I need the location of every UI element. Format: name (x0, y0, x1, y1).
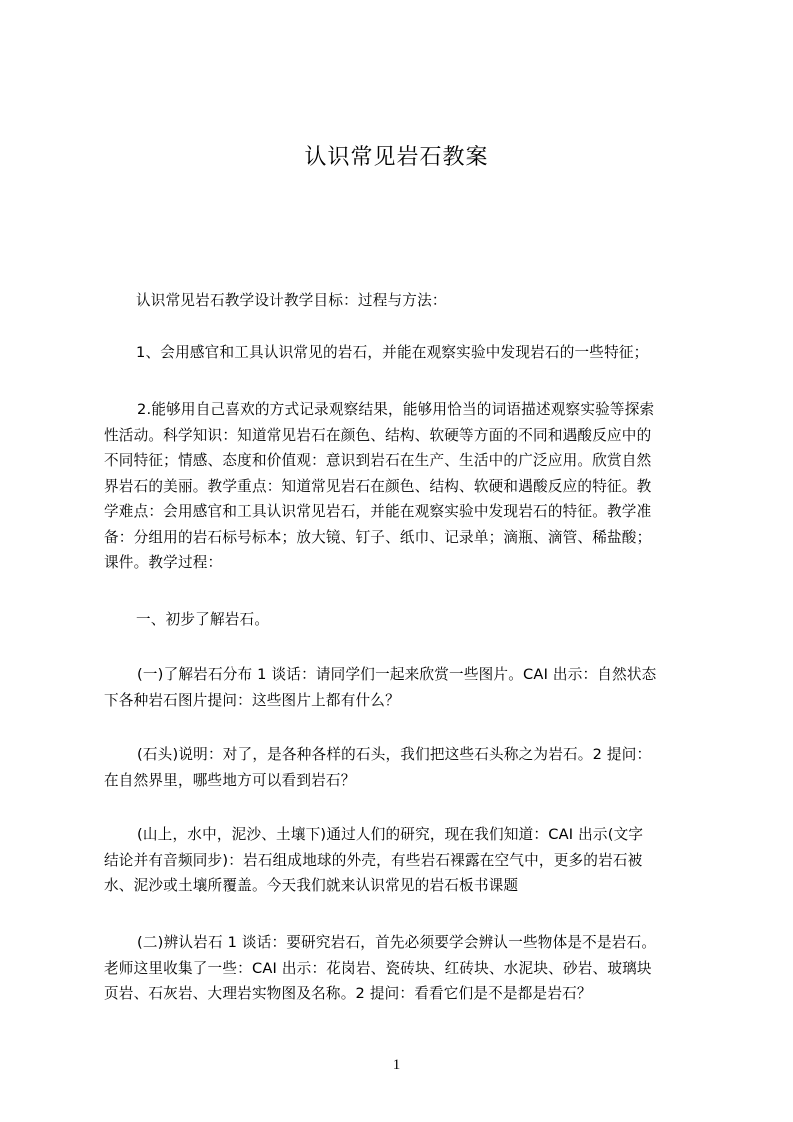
text-line: (一)了解岩石分布 1 谈话：请同学们一起来欣赏一些图片。CAI 出示：自然状态 (137, 666, 657, 683)
text-line: 页岩、石灰岩、大理岩实物图及名称。2 提问：看看它们是不是都是岩石？ (104, 985, 592, 1002)
paragraph-method-1 (136, 340, 732, 366)
text-line: 2.能够用自己喜欢的方式记录观察结果，能够用恰当的词语描述观察实验等探索 (137, 401, 655, 418)
paragraph-distribution (104, 662, 700, 713)
text-line: 认识常见岩石教学设计教学目标：过程与方法： (136, 292, 447, 309)
text-line: 课件。教学过程： (104, 554, 223, 571)
text-line: (石头)说明：对了，是各种各样的石头，我们把这些石头称之为岩石。2 提问： (137, 746, 652, 763)
paragraph-method-2 (104, 397, 700, 576)
paragraph-stones (104, 742, 700, 793)
paragraph-identify (104, 930, 700, 1007)
text-line: 不同特征；情感、态度和价值观：意识到岩石在生产、生活中的广泛应用。欣赏自然 (104, 452, 652, 469)
text-line: 水、泥沙或土壤所覆盖。今天我们就来认识常见的岩石板书课题 (104, 877, 519, 894)
text-line: 在自然界里，哪些地方可以看到岩石？ (104, 771, 356, 789)
text-line: 1、会用感官和工具认识常见的岩石，并能在观察实验中发现岩石的一些特征； (136, 344, 649, 361)
text-line: 一、初步了解岩石。 (136, 611, 270, 628)
text-line: 下各种岩石图片提问：这些图片上都有什么？ (104, 691, 400, 709)
paragraph-objectives (136, 288, 732, 314)
text-line: 学难点：会用感官和工具认识常见岩石，并能在观察实验中发现岩石的特征。教学准 (104, 503, 652, 520)
paragraph-section-1 (136, 607, 732, 633)
text-line: 结论并有音频同步)：岩石组成地球的外壳，有些岩石裸露在空气中，更多的岩石被 (104, 851, 643, 869)
page-number: 1 (392, 1057, 401, 1073)
text-line: (二)辨认岩石 1 谈话：要研究岩石，首先必须要学会辨认一些物体是不是岩石。 (137, 934, 657, 951)
text-line: (山上，水中，泥沙、土壤下)通过人们的研究，现在我们知道：CAI 出示(文字 (137, 826, 644, 843)
text-line: 老师这里收集了一些：CAI 出示：花岗岩、瓷砖块、红砖块、水泥块、砂岩、玻璃块 (104, 959, 652, 977)
text-line: 界岩石的美丽。教学重点：知道常见岩石在颜色、结构、软硬和遇酸反应的特征。教 (104, 477, 652, 495)
document-title: 认识常见岩石教案 (304, 145, 489, 170)
paragraph-research (104, 822, 700, 899)
text-line: 备：分组用的岩石标号标本；放大镜、钉子、纸巾、记录单；滴瓶、滴管、稀盐酸； (104, 528, 652, 546)
text-line: 性活动。科学知识：知道常见岩石在颜色、结构、软硬等方面的不同和遇酸反应中的 (104, 426, 652, 444)
